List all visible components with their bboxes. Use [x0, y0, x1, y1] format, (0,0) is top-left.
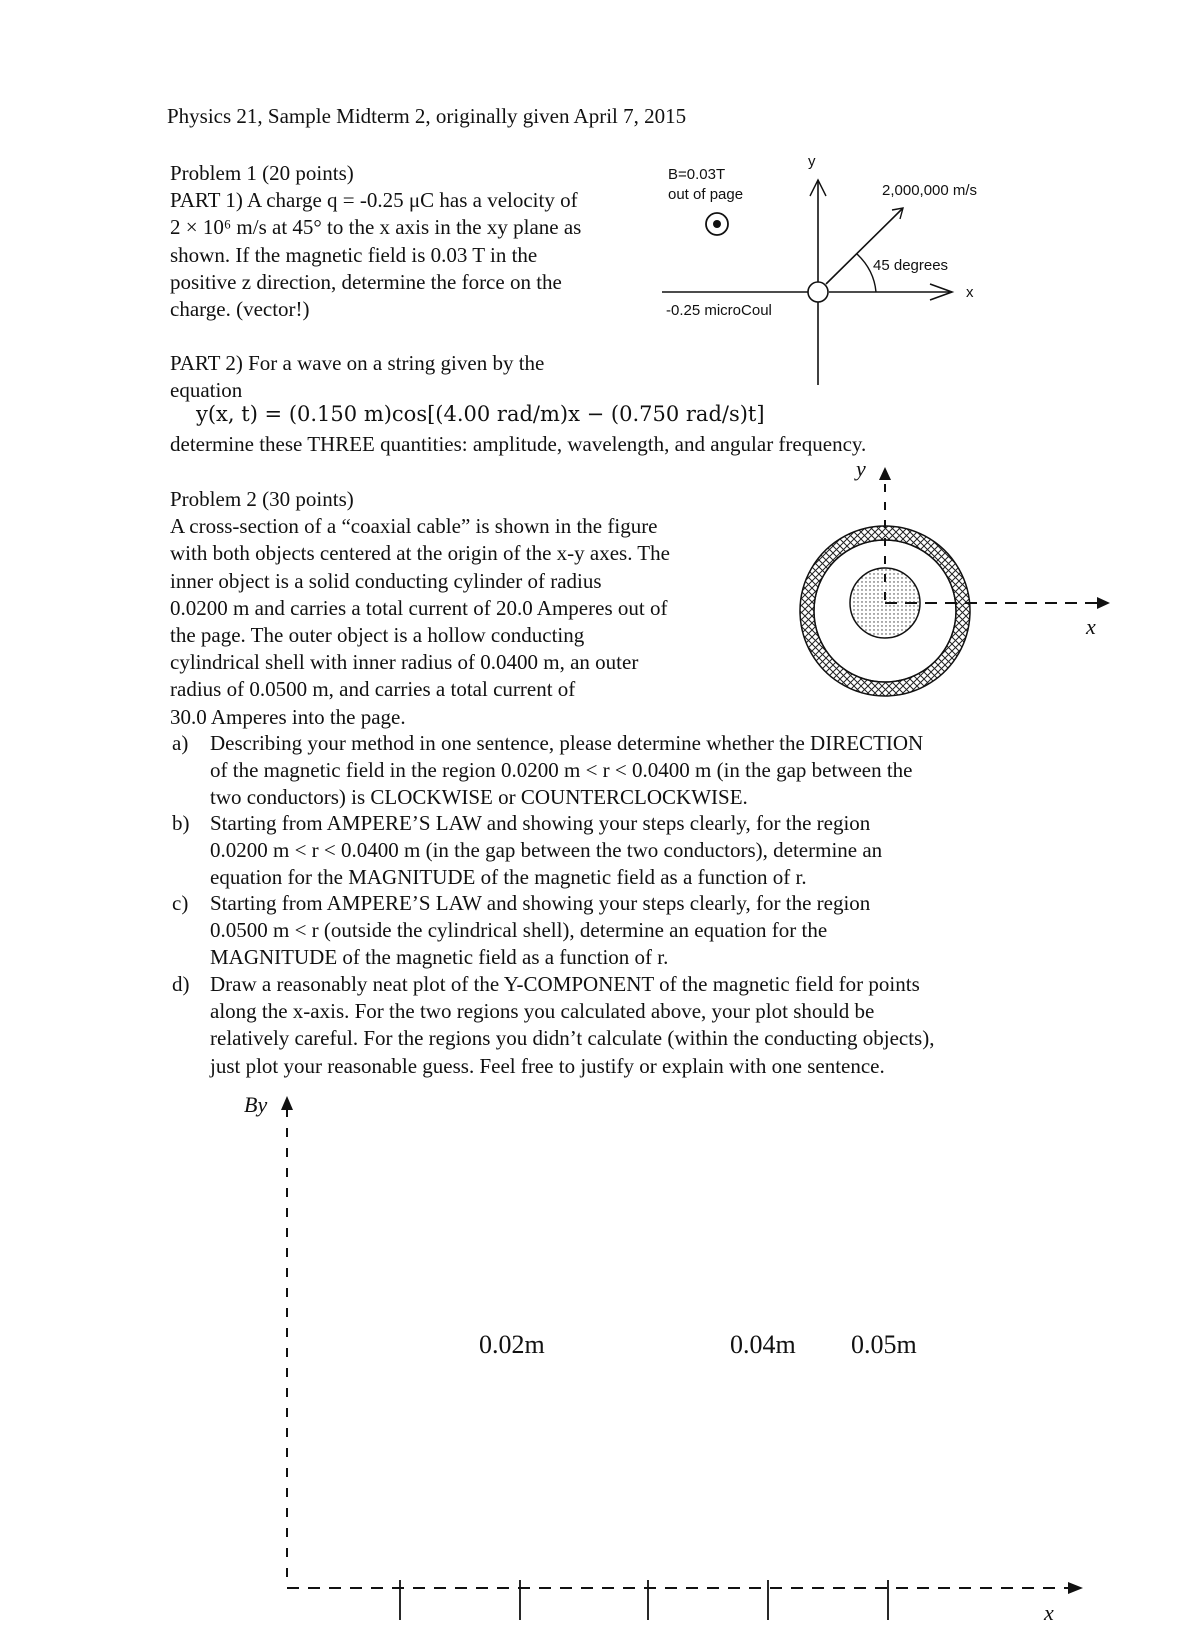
- question-label: a): [172, 731, 189, 755]
- problem2-heading: Problem 2 (30 points): [170, 487, 354, 511]
- charge-label: -0.25 microCoul: [666, 302, 772, 319]
- intro-line: 0.0200 m and carries a total current of 20.0 Amperes out of: [170, 595, 668, 620]
- question-line: 0.0500 m < r (outside the cylindrical shell), determine an equation for the: [210, 918, 828, 943]
- question-line: Describing your method in one sentence, please determine whether the DIRECTION: [210, 731, 924, 755]
- question-label: c): [172, 891, 189, 915]
- wave-equation: y(x, t) = (0.150 m)cos[(4.00 rad/m)x − (0.750 rad/s)t]: [196, 402, 765, 426]
- question-line: Starting from AMPERE’S LAW and showing your steps clearly, for the region: [210, 811, 871, 835]
- plot-x-label: x: [1044, 1600, 1054, 1625]
- p1-x-label: x: [966, 284, 974, 301]
- intro-line: inner object is a solid conducting cylinder of radius: [170, 568, 602, 593]
- intro-line: with both objects centered at the origin of the x-y axes. The: [170, 541, 670, 566]
- question-label: b): [172, 811, 190, 835]
- part2-line: PART 2) For a wave on a string given by the: [170, 351, 545, 375]
- tick-label-0.04m: 0.04m: [730, 1330, 796, 1359]
- part1-line: PART 1) A charge q = -0.25 μC has a velocity of: [170, 188, 578, 213]
- question-line: Draw a reasonably neat plot of the Y-COMPONENT of the magnetic field for points: [210, 972, 920, 996]
- intro-line: radius of 0.0500 m, and carries a total current of: [170, 677, 576, 702]
- intro-line: the page. The outer object is a hollow conducting: [170, 623, 585, 648]
- question-line: Starting from AMPERE’S LAW and showing your steps clearly, for the region: [210, 891, 871, 915]
- part2-line: equation: [170, 378, 243, 403]
- question-line: along the x-axis. For the two regions you calculated above, your plot should be: [210, 999, 875, 1024]
- coax-y-label: y: [856, 456, 866, 481]
- question-line: MAGNITUDE of the magnetic field as a function of r.: [210, 945, 669, 970]
- field-label-1: B=0.03T: [668, 166, 726, 183]
- plot-y-arrowhead: [281, 1096, 293, 1110]
- question-line: relatively careful. For the regions you didn’t calculate (within the conducting objects),: [210, 1026, 935, 1051]
- part2-question: determine these THREE quantities: amplitude, wavelength, and angular frequency.: [170, 432, 867, 456]
- question-label: d): [172, 972, 190, 996]
- part1-line: shown. If the magnetic field is 0.03 T in the: [170, 242, 538, 267]
- tick-label-0.05m: 0.05m: [851, 1330, 917, 1359]
- tick-label-0.02m: 0.02m: [479, 1330, 545, 1359]
- intro-line: A cross-section of a “coaxial cable” is shown in the figure: [170, 514, 658, 539]
- intro-line: cylindrical shell with inner radius of 0.0400 m, an outer: [170, 650, 639, 675]
- intro-line: 30.0 Amperes into the page.: [170, 704, 406, 729]
- question-line: of the magnetic field in the region 0.0200 m < r < 0.0400 m (in the gap between the: [210, 758, 913, 783]
- question-line: two conductors) is CLOCKWISE or COUNTERCLOCKWISE.: [210, 785, 748, 810]
- angle-label: 45 degrees: [873, 257, 949, 274]
- coax-x-label: x: [1086, 614, 1096, 639]
- plot-x-arrowhead: [1068, 1582, 1083, 1594]
- question-line: just plot your reasonable guess. Feel free to justify or explain with one sentence.: [210, 1053, 885, 1078]
- plot-y-label: By: [244, 1092, 268, 1117]
- part1-line: 2 × 10⁶ m/s at 45° to the x axis in the xy plane as: [170, 215, 582, 240]
- part1-line: positive z direction, determine the force on the: [170, 269, 562, 294]
- problem1-heading: Problem 1 (20 points): [170, 161, 354, 185]
- question-line: equation for the MAGNITUDE of the magnetic field as a function of r.: [210, 865, 807, 890]
- field-label-2: out of page: [668, 186, 744, 203]
- speed-label: 2,000,000 m/s: [882, 182, 978, 199]
- part1-line: charge. (vector!): [170, 297, 310, 322]
- p1-y-label: y: [808, 153, 816, 170]
- page-title: Physics 21, Sample Midterm 2, originally given April 7, 2015: [167, 104, 687, 128]
- question-line: 0.0200 m < r < 0.0400 m (in the gap between the two conductors), determine an: [210, 838, 883, 863]
